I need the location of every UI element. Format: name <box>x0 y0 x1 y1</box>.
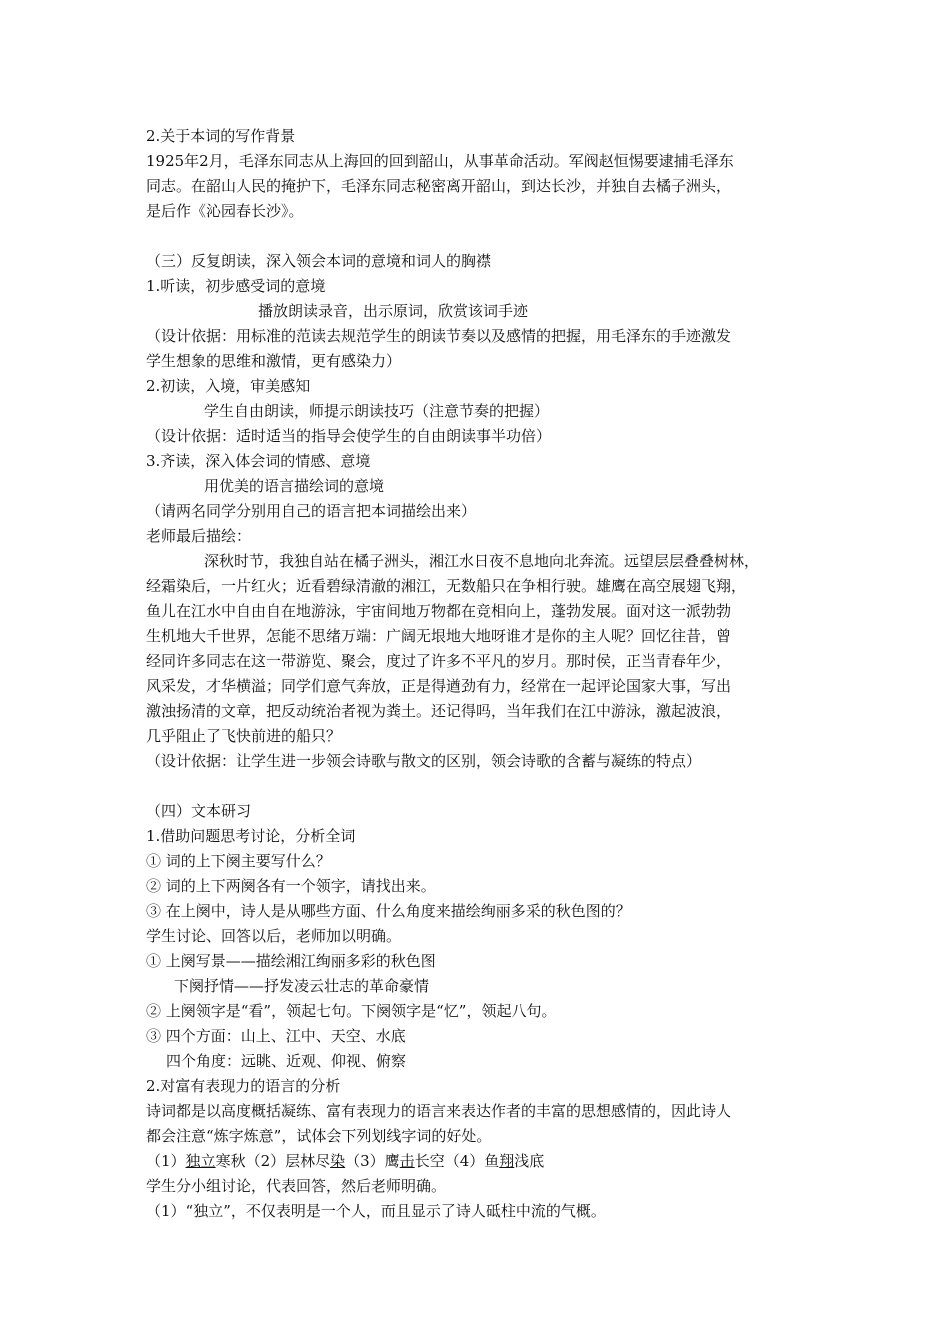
text-segment: 长空（4）鱼 <box>414 1152 500 1170</box>
answer-item: 下阕抒情——抒发凌云壮志的革命豪情 <box>174 977 430 995</box>
text-line: 学生讨论、回答以后，老师加以明确。 <box>146 927 402 945</box>
text-line: 几乎阻止了飞快前进的船只？ <box>146 727 342 745</box>
text-line: 经霜染后，一片红火；近看碧绿清澈的湘江，无数船只在争相行驶。雄鹰在高空展翅飞翔， <box>146 577 747 595</box>
text-line: 都会注意“炼字炼意”，试体会下列划线字词的好处。 <box>146 1127 492 1145</box>
section-heading: （四）文本研习 <box>146 802 252 820</box>
text-segment: （1） <box>146 1152 186 1170</box>
step-heading: 1.听读，初步感受词的意境 <box>146 277 326 295</box>
text-segment: 浅底 <box>514 1152 545 1170</box>
question-item: ① 词的上下阕主要写什么？ <box>146 852 331 870</box>
blank-line <box>146 224 816 249</box>
text-line: 1925年2月，毛泽东同志从上海回的回到韶山，从事革命活动。军阀赵恒惕要逮捕毛泽东 <box>146 152 734 170</box>
design-note: （设计依据：让学生进一步领会诗歌与散文的区别，领会诗歌的含蓄与凝练的特点） <box>146 752 702 770</box>
underlined-word: 染 <box>330 1152 346 1170</box>
text-line: 老师最后描绘： <box>146 527 252 545</box>
step-heading: 1.借助问题思考讨论，分析全词 <box>146 827 356 845</box>
text-line: 播放朗读录音，出示原词，欣赏该词手迹 <box>258 302 529 320</box>
underlined-words-line <box>146 1149 816 1174</box>
blank-line <box>146 774 816 799</box>
text-line: 同志。在韶山人民的掩护下，毛泽东同志秘密离开韶山，到达长沙，并独自去橘子洲头， <box>146 177 732 195</box>
text-line: 经同许多同志在这一带游览、聚会，度过了许多不平凡的岁月。那时侯，正当青春年少， <box>146 652 732 670</box>
text-line: （1）“独立”，不仅表明是一个人，而且显示了诗人砥柱中流的气概。 <box>146 1202 606 1220</box>
answer-item: 四个角度：远眺、近观、仰视、俯察 <box>166 1052 407 1070</box>
design-note: 学生想象的思维和激情，更有感染力） <box>146 352 402 370</box>
text-line: 诗词都是以高度概括凝练、富有表现力的语言来表达作者的丰富的思想感情的，因此诗人 <box>146 1102 732 1120</box>
text-line: 用优美的语言描绘词的意境 <box>204 477 385 495</box>
text-line: 深秋时节，我独自站在橘子洲头，湘江水日夜不息地向北奔流。远望层层叠叠树林， <box>204 552 760 570</box>
text-segment: 寒秋（2）层林尽 <box>215 1152 331 1170</box>
design-note: （设计依据：用标准的范读去规范学生的朗读节奏以及感情的把握，用毛泽东的手迹激发 <box>146 327 732 345</box>
section-heading: （三）反复朗读，深入领会本词的意境和词人的胸襟 <box>146 252 492 270</box>
step-heading: 2.初读，入境，审美感知 <box>146 377 311 395</box>
question-item: ③ 在上阕中，诗人是从哪些方面、什么角度来描绘绚丽多采的秋色图的？ <box>146 902 631 920</box>
text-line: 学生分小组讨论，代表回答，然后老师明确。 <box>146 1177 447 1195</box>
answer-item: ① 上阕写景——描绘湘江绚丽多彩的秋色图 <box>146 952 436 970</box>
underlined-word: 独立 <box>185 1152 216 1170</box>
design-note: （设计依据：适时适当的指导会使学生的自由朗读事半功倍） <box>146 427 552 445</box>
text-line: 生机地大千世界，怎能不思绪万端：广阔无垠地大地呀谁才是你的主人呢？回忆往昔，曾 <box>146 627 732 645</box>
step-heading: 2.对富有表现力的语言的分析 <box>146 1077 341 1095</box>
answer-item: ③ 四个方面：山上、江中、天空、水底 <box>146 1027 406 1045</box>
answer-item: ② 上阕领字是“看”，领起七句。下阕领字是“忆”，领起八句。 <box>146 1002 557 1020</box>
step-heading: 3.齐读，深入体会词的情感、意境 <box>146 452 371 470</box>
text-segment: （3）鹰 <box>345 1152 400 1170</box>
text-line: 激浊扬清的文章，把反动统治者视为粪土。还记得吗，当年我们在江中游泳，激起波浪， <box>146 702 732 720</box>
question-item: ② 词的上下两阕各有一个领字，请找出来。 <box>146 877 436 895</box>
text-line: 鱼儿在江水中自由自在地游泳，宇宙间地万物都在竞相向上，蓬勃发展。面对这一派勃勃 <box>146 602 732 620</box>
page-content <box>146 124 816 1224</box>
section-heading: 2.关于本词的写作背景 <box>146 127 296 145</box>
underlined-word: 翔 <box>499 1152 515 1170</box>
text-line: 学生自由朗读，师提示朗读技巧（注意节奏的把握） <box>204 402 550 420</box>
underlined-word: 击 <box>399 1152 415 1170</box>
text-line: 风采发，才华横溢；同学们意气奔放，正是得遒劲有力，经常在一起评论国家大事，写出 <box>146 677 732 695</box>
text-line: （请两名同学分别用自己的语言把本词描绘出来） <box>146 502 477 520</box>
text-line: 是后作《沁园春长沙》。 <box>146 202 304 220</box>
